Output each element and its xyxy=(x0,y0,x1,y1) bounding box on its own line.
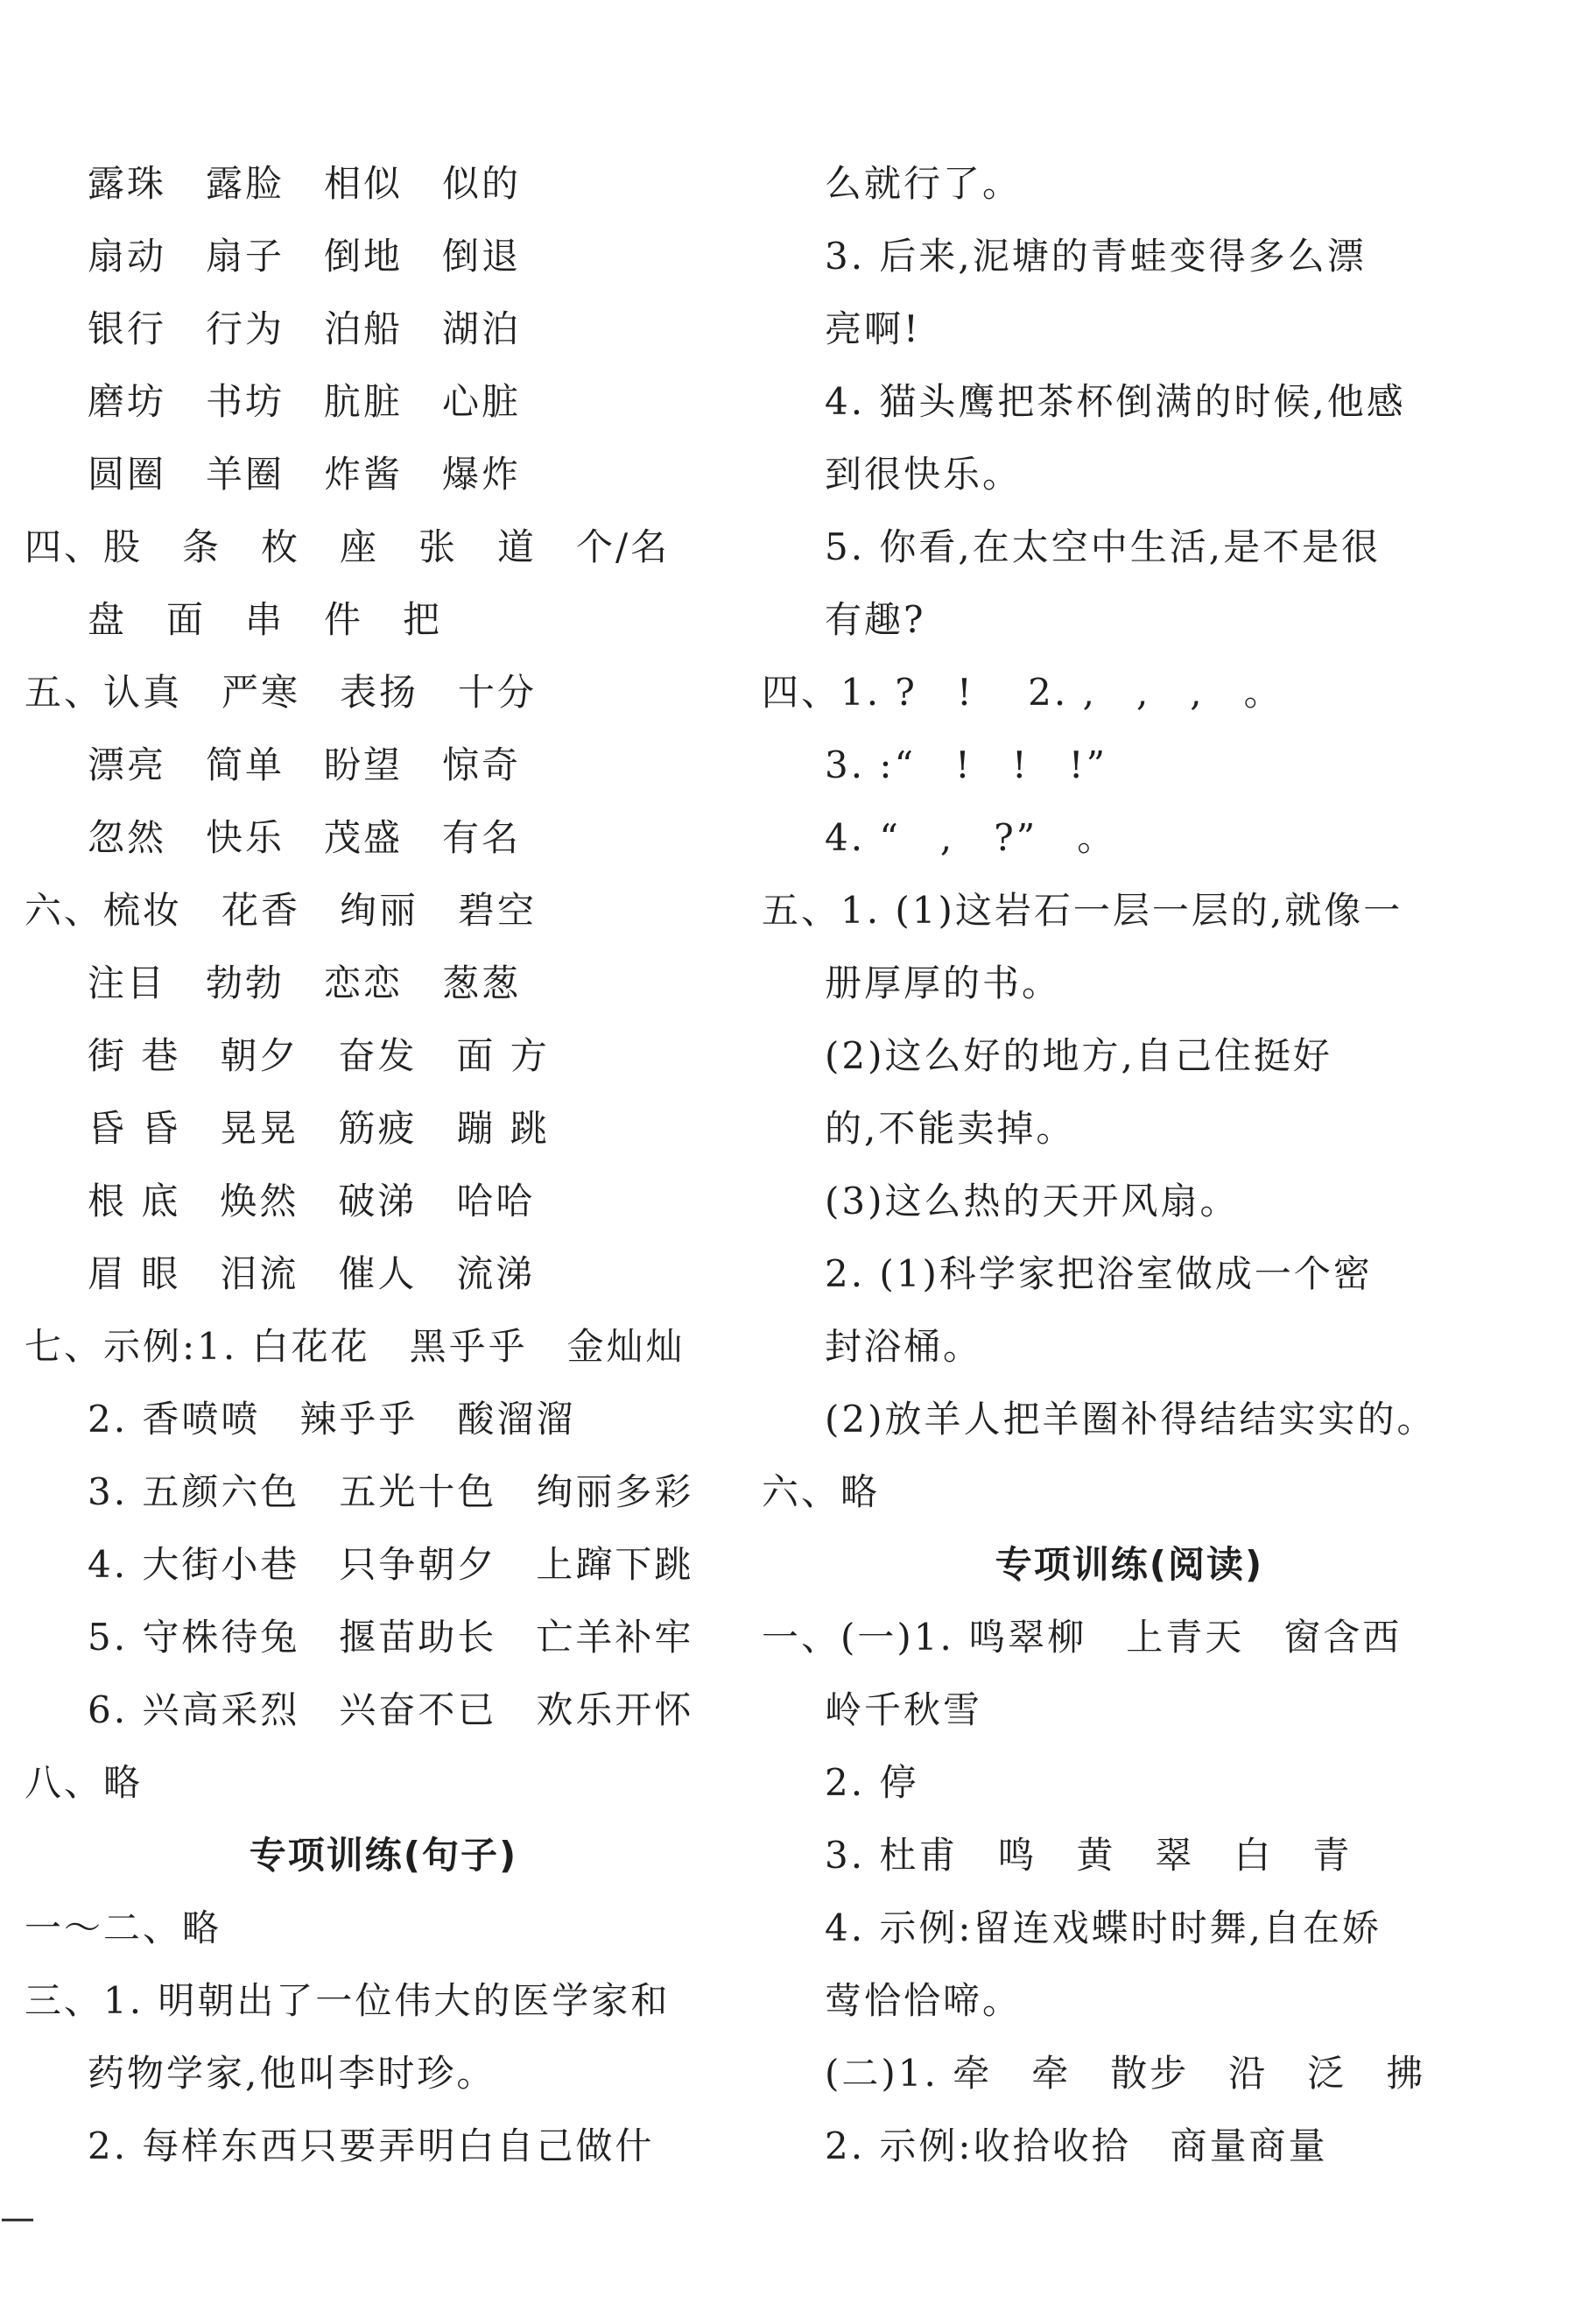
answer-line: 2. 每样东西只要弄明白自己做什 xyxy=(88,2124,655,2167)
answer-line: 眉 眼 泪流 催人 流涕 xyxy=(88,1252,536,1295)
answer-line: 6. 兴高采烈 兴奋不已 欢乐开怀 xyxy=(88,1688,694,1731)
answer-line: 五、认真 严寒 表扬 十分 xyxy=(25,671,538,714)
answer-line: 露珠 露脸 相似 似的 xyxy=(88,162,522,205)
answer-line: 2. 停 xyxy=(825,1761,919,1804)
answer-line: 册厚厚的书。 xyxy=(825,962,1062,1004)
answer-line: (二)1. 牵 牵 散步 沿 泛 拂 xyxy=(825,2052,1426,2095)
answer-line: 2. 示例:收拾收拾 商量商量 xyxy=(825,2124,1328,2167)
answer-line: 4. 猫头鹰把茶杯倒满的时候,他感 xyxy=(825,380,1406,423)
answer-line: 封浴桶。 xyxy=(825,1325,983,1368)
answer-line: 磨坊 书坊 肮脏 心脏 xyxy=(88,380,522,423)
answer-line: 有趣? xyxy=(825,598,926,641)
answer-line: 圆圈 羊圈 炸酱 爆炸 xyxy=(88,453,522,496)
answer-line: 八、略 xyxy=(25,1761,144,1804)
answer-line: (3)这么热的天开风扇。 xyxy=(825,1180,1240,1222)
answer-line: 一～二、略 xyxy=(25,1906,222,1949)
answer-line: 三、1. 明朝出了一位伟大的医学家和 xyxy=(25,1979,671,2022)
answer-line: 4. “ , ?” 。 xyxy=(825,816,1117,859)
answer-line: 2. (1)科学家把浴室做成一个密 xyxy=(825,1252,1373,1295)
answer-line: 药物学家,他叫李时珍。 xyxy=(88,2052,496,2095)
answer-line: 盘 面 串 件 把 xyxy=(88,598,443,641)
answer-line: 莺恰恰啼。 xyxy=(825,1979,1023,2022)
answer-line: 么就行了。 xyxy=(825,162,1023,205)
answer-line: 四、股 条 枚 座 张 道 个/名 xyxy=(25,525,671,568)
answer-line: 六、略 xyxy=(762,1470,881,1513)
answer-line: 4. 大街小巷 只争朝夕 上蹿下跳 xyxy=(88,1543,694,1586)
answer-line: 3. 五颜六色 五光十色 绚丽多彩 xyxy=(88,1470,694,1513)
answer-line: 到很快乐。 xyxy=(825,453,1023,496)
answer-line: (2)放羊人把羊圈补得结结实实的。 xyxy=(825,1398,1437,1441)
left-column xyxy=(25,147,742,2182)
answer-line: (2)这么好的地方,自己住挺好 xyxy=(825,1034,1332,1077)
answer-line: 亮啊! xyxy=(825,307,921,350)
right-column xyxy=(762,147,1497,2182)
answer-line: 昏 昏 晃晃 筋疲 蹦 跳 xyxy=(88,1107,550,1150)
answer-line: 岭千秋雪 xyxy=(825,1688,983,1731)
answer-line: 3. 杜甫 鸣 黄 翠 白 青 xyxy=(825,1834,1353,1877)
page-footer-mark: — xyxy=(0,2198,35,2238)
answer-line: 漂亮 简单 盼望 惊奇 xyxy=(88,743,522,786)
answer-line: 根 底 焕然 破涕 哈哈 xyxy=(88,1180,536,1222)
answer-line: 忽然 快乐 茂盛 有名 xyxy=(88,816,522,859)
answer-line: 的,不能卖掉。 xyxy=(825,1107,1076,1150)
answer-line: 扇动 扇子 倒地 倒退 xyxy=(88,235,522,278)
answer-line: 注目 勃勃 恋恋 葱葱 xyxy=(88,962,522,1004)
answer-line: 五、1. (1)这岩石一层一层的,就像一 xyxy=(762,889,1403,932)
answer-line: 街 巷 朝夕 奋发 面 方 xyxy=(88,1034,550,1077)
answer-line: 七、示例:1. 白花花 黑乎乎 金灿灿 xyxy=(25,1325,686,1368)
answer-line: 3. :“ ! ! !” xyxy=(825,743,1108,786)
section-heading: 专项训练(句子) xyxy=(249,1834,518,1877)
answer-line: 3. 后来,泥塘的青蛙变得多么漂 xyxy=(825,235,1367,278)
answer-line: 4. 示例:留连戏蝶时时舞,自在娇 xyxy=(825,1906,1382,1949)
answer-line: 5. 守株待兔 揠苗助长 亡羊补牢 xyxy=(88,1616,694,1659)
answer-line: 2. 香喷喷 辣乎乎 酸溜溜 xyxy=(88,1398,576,1441)
answer-line: 5. 你看,在太空中生活,是不是很 xyxy=(825,525,1382,568)
answer-line: 四、1. ? ! 2. , , , 。 xyxy=(762,671,1283,714)
answer-line: 六、梳妆 花香 绚丽 碧空 xyxy=(25,889,538,932)
answer-line: 银行 行为 泊船 湖泊 xyxy=(88,307,522,350)
section-heading: 专项训练(阅读) xyxy=(995,1543,1264,1586)
answer-line: 一、(一)1. 鸣翠柳 上青天 窗含西 xyxy=(762,1616,1403,1659)
